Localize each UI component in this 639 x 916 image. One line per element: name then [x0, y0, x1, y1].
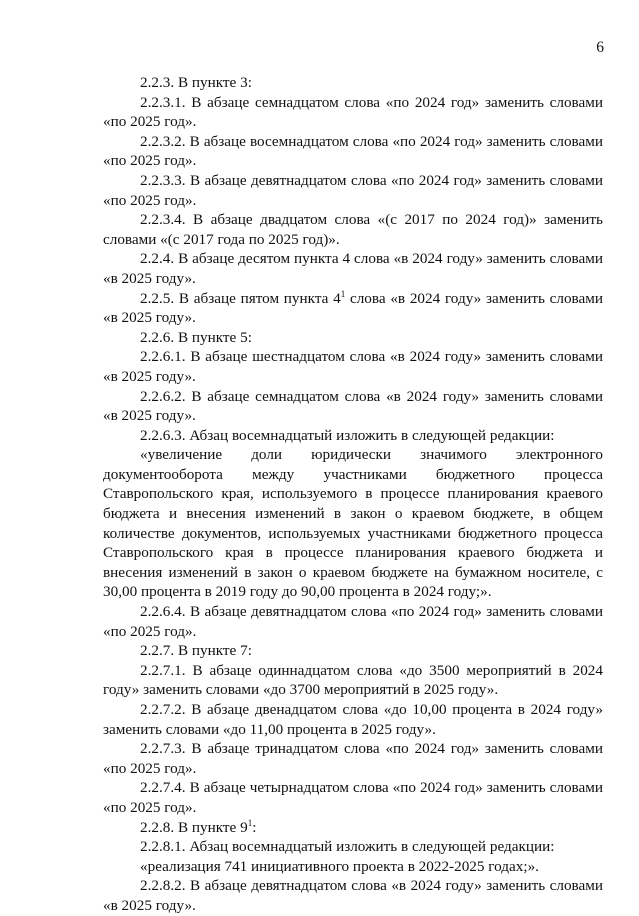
paragraph-2-2-3-3: 2.2.3.3. В абзаце девятнадцатом слова «по 2024 год» заменить словами «по 2025 год».	[103, 171, 603, 209]
paragraph-2-2-3: 2.2.3. В пункте 3:	[140, 74, 252, 91]
paragraph-2-2-7-3: 2.2.7.3. В абзаце тринадцатом слова «по 2024 год» заменить словами «по 2025 год».	[103, 740, 603, 777]
page-number: 6	[596, 39, 604, 56]
paragraph-2-2-8-2: 2.2.8.2. В абзаце девятнадцатом слова «в 2024 году» заменить словами «в 2025 году».	[103, 877, 603, 914]
paragraph-2-2-7-4: 2.2.7.4. В абзаце четырнадцатом слова «по 2024 год» заменить словами «по 2025 год».	[103, 779, 603, 816]
quoted-paragraph: «реализация 741 инициативного проекта в 2022-2025 годах;».	[140, 857, 539, 875]
paragraph-2-2-5	[103, 289, 603, 328]
paragraph-2-2-3-2: 2.2.3.2. В абзаце восемнадцатом слова «по 2024 год» заменить словами «по 2025 год».	[103, 132, 603, 170]
paragraph-2-2-7-2: 2.2.7.2. В абзаце двенадцатом слова «до 10,00 процента в 2024 году» заменить словами «до 11,00 процента в 2025 году».	[103, 701, 603, 738]
paragraph-2-2-8-1: 2.2.8.1. Абзац восемнадцатый изложить в следующей редакции:	[140, 838, 555, 856]
paragraph-text: слова «в 2024 году» заменить словами «в 2025 году».	[103, 289, 604, 327]
paragraph-2-2-4: 2.2.4. В абзаце десятом пункта 4 слова «в 2024 году» заменить словами «в 2025 году».	[103, 250, 603, 287]
paragraph-2-2-6-4: 2.2.6.4. В абзаце девятнадцатом слова «по 2024 год» заменить словами «по 2025 год».	[103, 603, 603, 640]
paragraph-2-2-6-1: 2.2.6.1. В абзаце шестнадцатом слова «в 2024 году» заменить словами «в 2025 году».	[103, 348, 603, 385]
superscript: 1	[247, 817, 253, 828]
paragraph-2-2-3-1: 2.2.3.1. В абзаце семнадцатом слова «по 2024 год» заменить словами «по 2025 год».	[103, 93, 603, 131]
paragraph-text: 2.2.8. В пункте 9	[140, 818, 248, 836]
paragraph-2-2-6-3: 2.2.6.3. Абзац восемнадцатый изложить в следующей редакции:	[140, 426, 555, 444]
document-body	[103, 73, 603, 916]
paragraph-2-2-7: 2.2.7. В пункте 7:	[140, 642, 252, 660]
paragraph-text: :	[252, 818, 257, 836]
paragraph-2-2-3-4: 2.2.3.4. В абзаце двадцатом слова «(с 2017 по 2024 год)» заменить словами «(с 2017 года по 2025 год)».	[103, 211, 603, 248]
quoted-paragraph: «увеличение доли юридически значимого электронного документооборота между участниками бюджетного процесса Ставропольского края, используемого в процессе планирования краевого бюджета и внесения изменений в закон о краевом бюджете, в общем количестве документов, используемых участниками бюджетного процесса Ставропольского края в процессе планирования краевого бюджета и внесения изменений в закон о краевом бюджете на бумажном носителе, с 30,00 процента в 2019 году до 90,00 процента в 2024 году;».	[103, 446, 603, 601]
paragraph-2-2-8	[103, 818, 603, 838]
superscript: 1	[340, 288, 346, 299]
paragraph-2-2-6: 2.2.6. В пункте 5:	[140, 328, 252, 346]
paragraph-2-2-7-1: 2.2.7.1. В абзаце одиннадцатом слова «до 3500 мероприятий в 2024 году» заменить словами «до 3700 мероприятий в 2025 году».	[103, 661, 603, 699]
paragraph-text: 2.2.5. В абзаце пятом пункта 4	[140, 289, 341, 307]
paragraph-2-2-6-2: 2.2.6.2. В абзаце семнадцатом слова «в 2024 году» заменить словами «в 2025 году».	[103, 387, 603, 425]
